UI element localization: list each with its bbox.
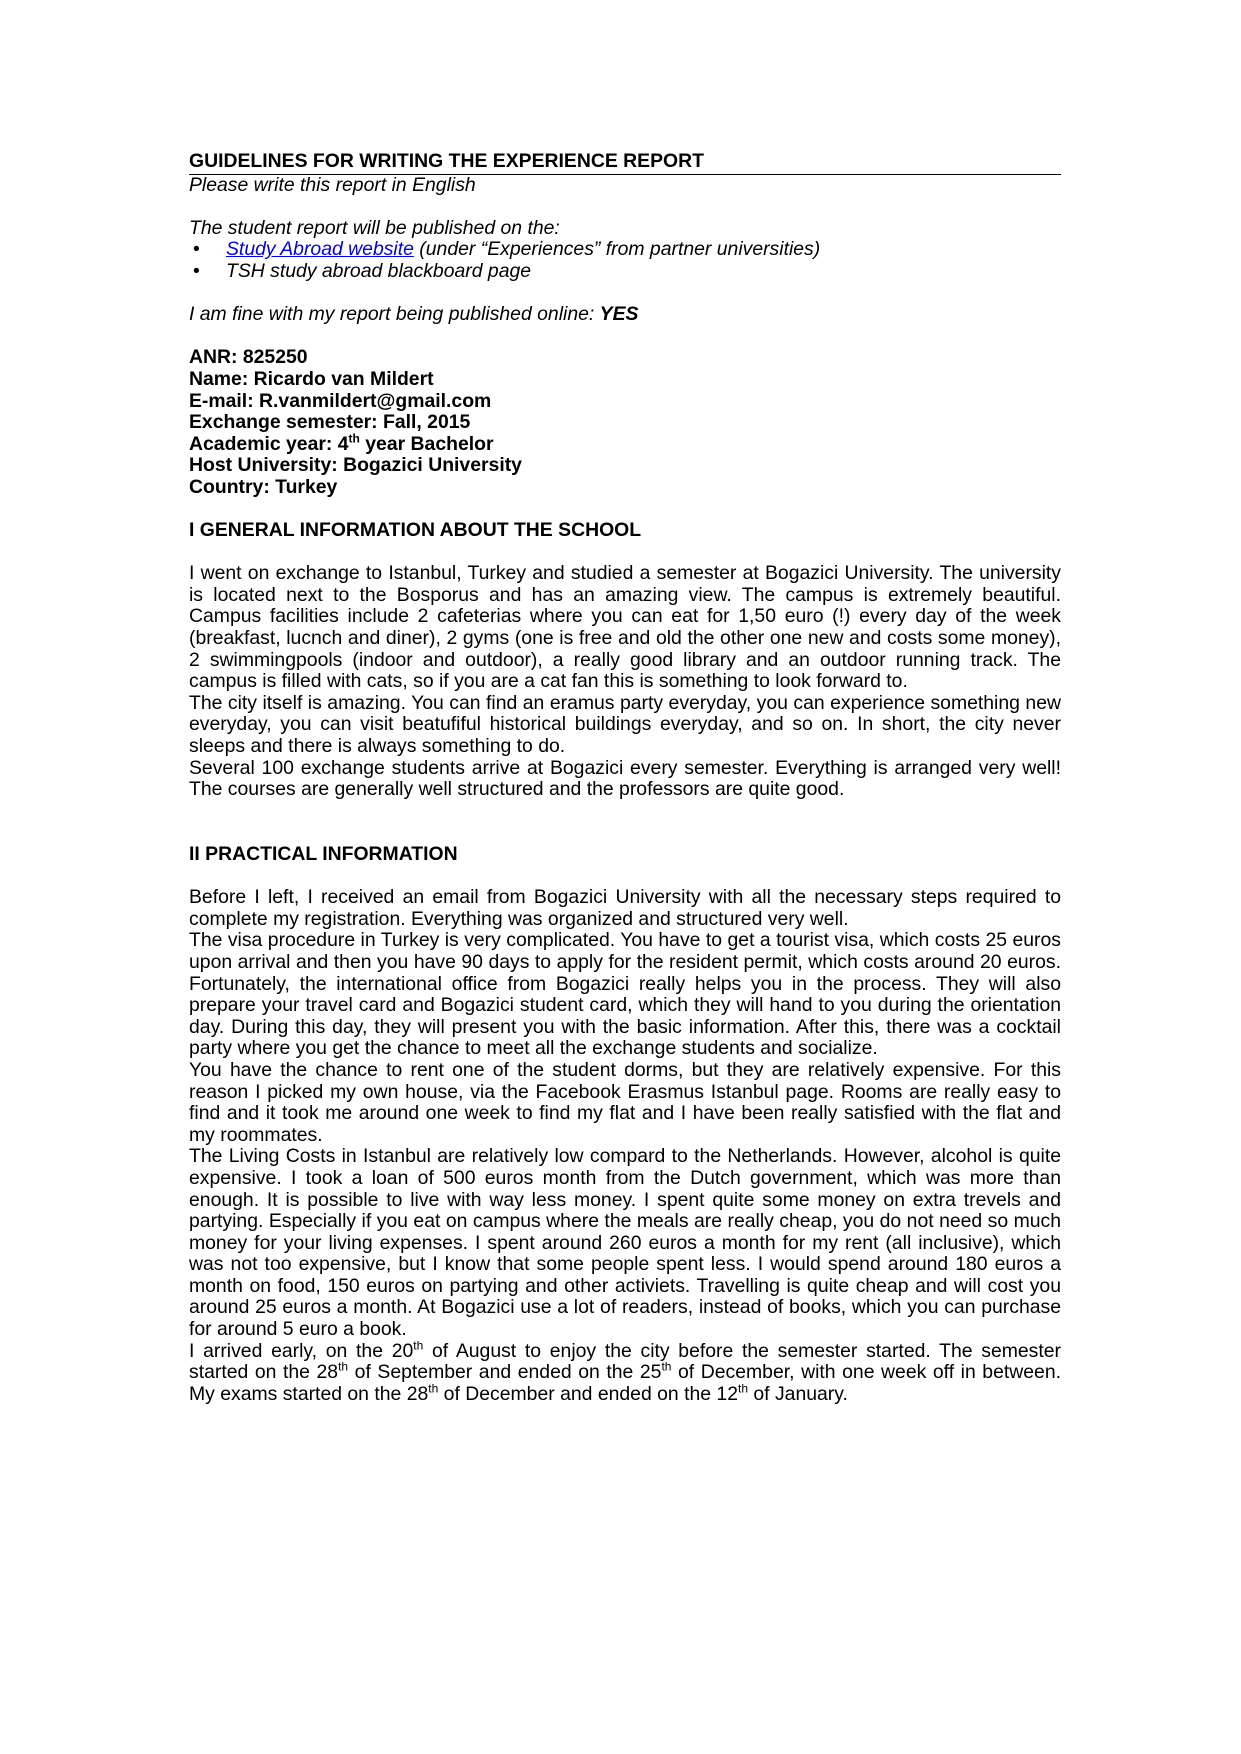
guidelines-title: GUIDELINES FOR WRITING THE EXPERIENCE REPORT	[189, 151, 1061, 175]
paragraph: I went on exchange to Istanbul, Turkey and studied a semester at Bogazici University. The university is located next to the Bosporus and has an amazing view. The campus is extremely beautiful. Campus facilities include 2 cafeterias where you can eat for 1,50 euro (!) every day of the week (breakfast, lucnch and diner), 2 gyms (one is free and old the other one new and costs some money), 2 swimmingpools (indoor and outdoor), a really good library and an outdoor running track. The campus is filled with cats, so if you are a cat fan this is something to look forward to.	[189, 562, 1061, 693]
paragraph: I arrived early, on the 20th of August to enjoy the city before the semester started. The semester started on the 28th of September and ended on the 25th of December, with one week off in between. My exams started on the 28th of December and ended on the 12th of January.	[189, 1338, 1061, 1405]
student-name: Name: Ricardo van Mildert	[189, 367, 434, 390]
paragraph: You have the chance to rent one of the student dorms, but they are relatively expensive. For this reason I picked my own house, via the Facebook Erasmus Istanbul page. Rooms are really easy to find and it took me around one week to find my flat and I have been really satisfied with the flat and my roommates.	[189, 1058, 1061, 1146]
list-item-text: (under “Experiences” from partner universities)	[413, 238, 821, 261]
country: Country: Turkey	[189, 475, 338, 498]
paragraph: The city itself is amazing. You can find an eramus party everyday, you can experience something new everyday, you can visit beatufiful historical buildings everyday, and so on. In short, the city never sleeps and there is always something to do.	[189, 691, 1061, 758]
consent-value: YES	[599, 303, 639, 326]
paragraph: The visa procedure in Turkey is very complicated. You have to get a tourist visa, which costs 25 euros upon arrival and then you have 90 days to apply for the resident permit, which costs around 20 euros. Fortunately, the international office from Bogazici really helps you in the process. They will also prepare your travel card and Bogazici student card, which they will hand to you during the orientation day. During this day, they will present you with the basic information. After this, there was a cocktail party where you get the chance to meet all the exchange students and socialize.	[189, 929, 1061, 1060]
paragraph: The Living Costs in Istanbul are relatively low compard to the Netherlands. However, alcohol is quite expensive. I took a loan of 500 euros month from the Dutch government, which was more than enough. It is possible to live with way less money. I spent quite some money on extra trevels and partying. Especially if you eat on campus where the meals are really cheap, you do not need so much money for your living expenses. I spent around 260 euros a month for my rent (all inclusive), which was not too expensive, but I know that some people spent less. I would spend around 180 euros a month on food, 150 euros on partying and other activiets. Travelling is quite cheap and will cost you around 25 euros a month. At Bogazici use a lot of readers, instead of books, which you can purchase for around 5 euro a book.	[189, 1145, 1061, 1341]
publication-intro: The student report will be published on the:	[189, 216, 560, 239]
publish-consent	[189, 304, 1061, 326]
section-title-practical: II PRACTICAL INFORMATION	[189, 843, 458, 865]
consent-label: I am fine with my report being published online:	[189, 303, 600, 326]
document-content	[189, 151, 1061, 1405]
student-anr: ANR: 825250	[189, 346, 308, 369]
list-item	[189, 261, 1061, 283]
exchange-semester: Exchange semester: Fall, 2015	[189, 411, 471, 434]
study-abroad-link[interactable]: Study Abroad website	[226, 238, 414, 261]
section-title-general: I GENERAL INFORMATION ABOUT THE SCHOOL	[189, 519, 642, 542]
publication-list	[189, 239, 1061, 282]
academic-year: Academic year: 4th year Bachelor	[189, 431, 494, 455]
paragraph: Before I left, I received an email from Bogazici University with all the necessary steps required to complete my registration. Everything was organized and structured very well.	[189, 886, 1061, 930]
paragraph: Several 100 exchange students arrive at Bogazici every semester. Everything is arranged very well! The courses are generally well structured and the professors are quite good.	[189, 756, 1061, 801]
list-item	[189, 239, 1061, 261]
bullet-icon: •	[193, 259, 200, 282]
host-university: Host University: Bogazici University	[189, 454, 522, 477]
language-note: Please write this report in English	[189, 173, 476, 196]
list-item-text: TSH study abroad blackboard page	[226, 259, 532, 282]
bullet-icon: •	[193, 238, 200, 261]
student-email: E-mail: R.vanmildert@gmail.com	[189, 389, 492, 412]
